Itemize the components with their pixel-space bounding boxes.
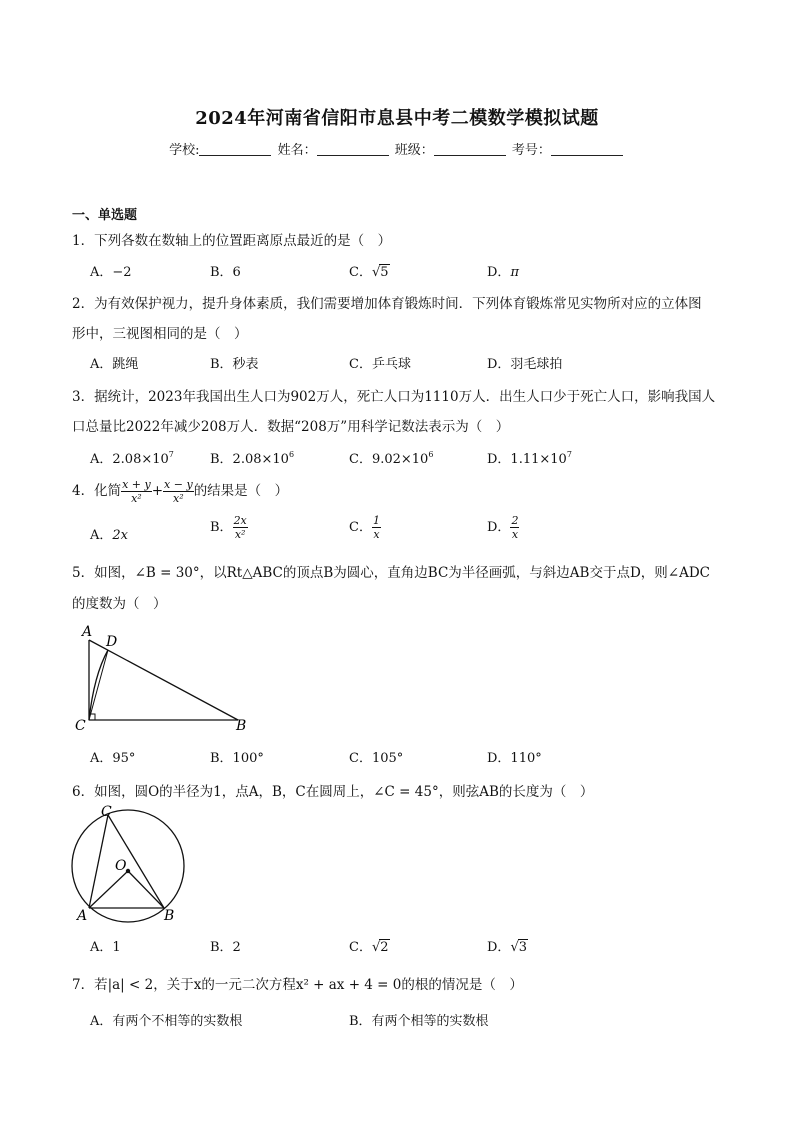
question-1-stem: 1．下列各数在数轴上的位置距离原点最近的是（ ） — [72, 233, 392, 249]
q1-option-d: D．π — [487, 265, 519, 280]
question-7-stem: 7．若|a| < 2，关于x的一元二次方程x² + ax + 4 = 0的根的情况是（ ） — [72, 977, 523, 993]
school-label: 学校: — [169, 143, 200, 158]
q5-option-c: C．105° — [349, 751, 404, 766]
segment-cd — [89, 650, 108, 720]
label-o: O — [115, 858, 127, 874]
q5-triangle-figure — [72, 620, 262, 735]
q2-option-b: B．秒表 — [210, 357, 259, 372]
q4-option-a: A．2x — [90, 528, 128, 543]
class-label: 班级： — [394, 143, 434, 158]
q7-option-b: B．有两个相等的实数根 — [349, 1014, 489, 1029]
q2-option-d: D．羽毛球拍 — [487, 357, 563, 372]
school-blank[interactable] — [199, 142, 271, 156]
question-3-line-1: 3．据统计，2023年我国出生人口为902万人，死亡人口为1110万人．出生人口少于死亡人口，影响我国人 — [72, 389, 716, 405]
question-5-line-2: 的度数为（ ） — [72, 596, 167, 612]
question-2-line-2: 形中，三视图相同的是（ ） — [72, 326, 248, 342]
q1-option-b: B．6 — [210, 265, 241, 280]
q2-option-c: C．乒乓球 — [349, 357, 411, 372]
label-b: B — [164, 908, 175, 924]
label-c: C — [75, 718, 86, 734]
q5-option-b: B．100° — [210, 751, 264, 766]
q3-option-c: C．$9.02\times 10^6$ — [349, 450, 434, 467]
q1-option-c: C．√5 — [349, 265, 389, 280]
q4-option-b: B． $\frac{2x}{\text{x²}}$ — [210, 514, 247, 541]
question-4-stem: 4．化简 $\frac{x + y}{\text{x²}}$ + $\frac{x - y}{\text{x²}}$ 的结果是（ ） — [72, 478, 289, 505]
label-a: A — [77, 908, 88, 924]
q5-option-d: D．110° — [487, 751, 542, 766]
label-c: C — [101, 804, 112, 820]
q1-option-a: A．−2 — [90, 265, 132, 280]
q6-option-c: C．√2 — [349, 940, 389, 955]
label-d: D — [106, 634, 118, 650]
q3-option-b: B．$2.08\times 10^6$ — [210, 450, 295, 467]
side-ab — [89, 640, 238, 720]
name-blank[interactable] — [317, 142, 389, 156]
question-6-stem: 6．如图，圆O的半径为1，点A，B，C在圆周上，∠C = 45°，则弦AB的长度为（ ） — [72, 784, 594, 800]
student-info-line — [0, 139, 794, 158]
q2-option-a: A．跳绳 — [90, 357, 139, 372]
question-2-line-1: 2．为有效保护视力，提升身体素质，我们需要增加体育锻炼时间．下列体育锻炼常见实物所对应的立体图 — [72, 296, 702, 312]
label-b: B — [236, 718, 247, 734]
q6-option-b: B．2 — [210, 940, 241, 955]
q6-option-d: D．√3 — [487, 940, 528, 955]
radius-ob — [128, 871, 164, 908]
question-3-line-2: 口总量比2022年减少208万人．数据“208万”用科学记数法表示为（ ） — [72, 419, 510, 435]
circle-o — [72, 810, 184, 922]
section-heading: 一、单选题 — [72, 208, 138, 223]
chord-ca — [89, 815, 108, 908]
q4-option-c: C． $\frac{1}{x}$ — [349, 514, 380, 541]
label-a: A — [82, 624, 93, 640]
q3-option-d: D．$1.11\times 10^7$ — [487, 450, 572, 467]
page-title: 2024年河南省信阳市息县中考二模数学模拟试题 — [195, 108, 599, 129]
name-label: 姓名： — [277, 143, 317, 158]
q7-option-a: A．有两个不相等的实数根 — [90, 1014, 243, 1029]
number-label: 考号： — [511, 143, 551, 158]
q5-option-a: A．95° — [90, 751, 136, 766]
question-5-line-1: 5．如图，∠B = 30°，以Rt△ABC的顶点B为圆心，直角边BC为半径画弧，与斜边AB交于点D，则∠ADC — [72, 565, 710, 581]
q4-fraction-1: $\frac{x + y}{\text{x²}}$ — [122, 478, 151, 505]
q6-option-a: A．1 — [90, 940, 121, 955]
q3-option-a: A．$2.08\times 10^7$ — [90, 450, 174, 467]
class-blank[interactable] — [434, 142, 506, 156]
q6-circle-figure — [68, 804, 193, 928]
q4-option-d: D． $\frac{2}{x}$ — [487, 514, 519, 541]
number-blank[interactable] — [551, 142, 623, 156]
q4-fraction-2: $\frac{x - y}{\text{x²}}$ — [164, 478, 193, 505]
